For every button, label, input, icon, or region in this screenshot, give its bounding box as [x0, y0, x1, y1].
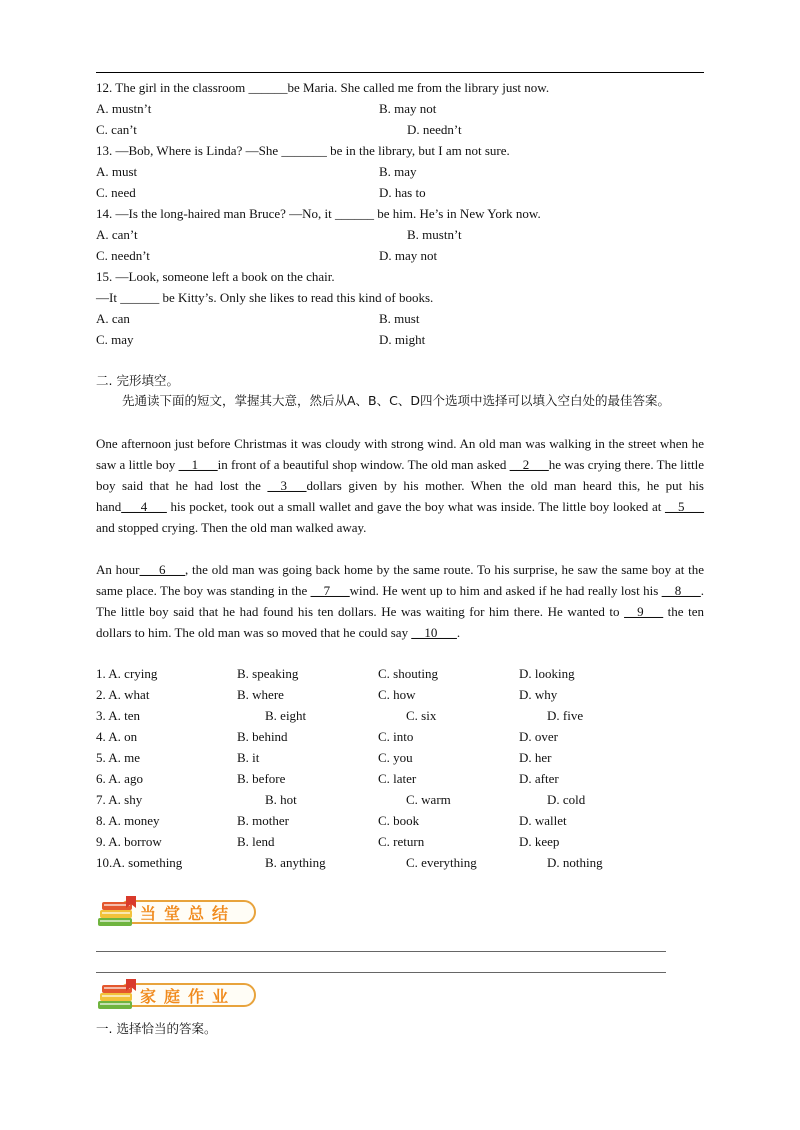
option: A. mustn’t	[96, 101, 152, 116]
cloze-option: D. nothing	[547, 855, 603, 870]
option: B. may not	[379, 101, 437, 116]
homework-banner	[96, 977, 261, 1013]
cloze-option: C. six	[406, 708, 437, 723]
answer-line	[96, 951, 666, 952]
books-icon	[96, 894, 140, 932]
summary-banner	[96, 894, 261, 930]
cloze-option: 2. A. what	[96, 687, 150, 702]
cloze-option: C. how	[378, 687, 416, 702]
section-heading: 二. 完形填空。	[96, 373, 179, 388]
blank-1: __1___	[178, 457, 218, 472]
cloze-option-row	[96, 729, 706, 745]
blank-6: ___6___	[139, 562, 185, 577]
blank-2: __2___	[509, 457, 549, 472]
top-rule	[96, 72, 704, 73]
blank-3: __3___	[267, 478, 307, 493]
options-row	[96, 122, 706, 138]
books-icon	[96, 977, 140, 1015]
blank-7: __7___	[310, 583, 350, 598]
cloze-option: C. warm	[406, 792, 451, 807]
cloze-option-row	[96, 708, 706, 724]
cloze-option-row	[96, 792, 706, 808]
question-15: 15. —Look, someone left a book on the chair.	[96, 269, 335, 284]
cloze-option: C. you	[378, 750, 413, 765]
cloze-option-row	[96, 687, 706, 703]
option: C. may	[96, 332, 134, 347]
cloze-option: C. into	[378, 729, 414, 744]
question-15-reply: —It ______ be Kitty’s. Only she likes to read this kind of books.	[96, 290, 434, 305]
options-row	[96, 227, 706, 243]
option: A. must	[96, 164, 138, 179]
cloze-option: D. looking	[519, 666, 575, 681]
option: B. mustn’t	[407, 227, 462, 242]
cloze-option: B. anything	[265, 855, 326, 870]
passage-text: he was crying there. The little boy said that he had lost the	[96, 457, 705, 493]
cloze-option: B. hot	[265, 792, 297, 807]
cloze-option: B. eight	[265, 708, 307, 723]
cloze-option: 5. A. me	[96, 750, 141, 765]
options-row	[96, 332, 706, 348]
cloze-option: 1. A. crying	[96, 666, 158, 681]
option: D. might	[379, 332, 426, 347]
cloze-option: D. wallet	[519, 813, 567, 828]
option: A. can’t	[96, 227, 138, 242]
option: C. needn’t	[96, 248, 150, 263]
cloze-option: D. five	[547, 708, 584, 723]
passage-text: . The little boy said that he had found his ten dollars. He was waiting for him there. He wanted to	[96, 583, 704, 619]
option: C. need	[96, 185, 136, 200]
cloze-option: C. later	[378, 771, 417, 786]
option: D. needn’t	[407, 122, 462, 137]
passage-text: , the old man was going back home by the same route. To his surprise, he saw the same boy at the same place. The boy was standing in the	[96, 562, 704, 598]
passage-text: his pocket, took out a small wallet and gave the boy what was inside. The little boy looked at	[166, 499, 665, 514]
cloze-option: B. it	[237, 750, 260, 765]
passage-text: An hour	[96, 562, 140, 577]
cloze-option: 8. A. money	[96, 813, 160, 828]
cloze-option-row	[96, 813, 706, 829]
cloze-instruction: 先通读下面的短文，掌握其大意，然后从A、B、C、D四个选项中选择可以填入空白处的最佳答案。	[122, 393, 670, 408]
blank-5: __5___	[665, 499, 704, 514]
cloze-option-row	[96, 750, 706, 766]
cloze-option: B. where	[237, 687, 284, 702]
cloze-option: B. lend	[237, 834, 275, 849]
cloze-option-row	[96, 771, 706, 787]
option: B. must	[379, 311, 420, 326]
cloze-option-row	[96, 855, 706, 871]
blank-9: __9___	[624, 604, 664, 619]
cloze-option: C. shouting	[378, 666, 438, 681]
option: C. can’t	[96, 122, 137, 137]
cloze-option: D. why	[519, 687, 558, 702]
cloze-option: 9. A. borrow	[96, 834, 162, 849]
cloze-option: D. over	[519, 729, 558, 744]
cloze-option: 3. A. ten	[96, 708, 141, 723]
options-row	[96, 248, 706, 264]
cloze-option: 10.A. something	[96, 855, 183, 870]
passage-text: dollars given by his mother. When the old man heard this, he put his hand	[96, 478, 704, 514]
cloze-option: C. return	[378, 834, 425, 849]
option: B. may	[379, 164, 417, 179]
homework-title: 家庭作业	[140, 987, 237, 1006]
cloze-option: D. her	[519, 750, 552, 765]
question-12: 12. The girl in the classroom ______be Maria. She called me from the library just now.	[96, 80, 550, 95]
passage-text: and stopped crying. Then the old man walked away.	[96, 520, 367, 535]
blank-4: ___4___	[121, 499, 167, 514]
passage-text: One afternoon just before Christmas it was cloudy with strong wind. An old man was walking in the street when he saw a little boy	[96, 436, 704, 472]
cloze-option: C. book	[378, 813, 420, 828]
options-row	[96, 185, 706, 201]
summary-title: 当堂总结	[140, 904, 237, 923]
option: D. has to	[379, 185, 426, 200]
cloze-option: B. before	[237, 771, 286, 786]
homework-heading: 一. 选择恰当的答案。	[96, 1021, 217, 1036]
passage-text: the ten dollars to him. The old man was so moved that he could say	[96, 604, 705, 640]
cloze-option: 6. A. ago	[96, 771, 143, 786]
cloze-paragraph-1	[96, 433, 704, 538]
cloze-option: B. behind	[237, 729, 288, 744]
cloze-option: D. keep	[519, 834, 560, 849]
options-row	[96, 311, 706, 327]
blank-8: __8___	[661, 583, 701, 598]
cloze-option: 7. A. shy	[96, 792, 143, 807]
answer-line	[96, 972, 666, 973]
question-14: 14. —Is the long-haired man Bruce? —No, it ______ be him. He’s in New York now.	[96, 206, 541, 221]
cloze-option-row	[96, 834, 706, 850]
cloze-option-row	[96, 666, 706, 682]
cloze-option: C. everything	[406, 855, 477, 870]
cloze-option: B. mother	[237, 813, 289, 828]
cloze-option: B. speaking	[237, 666, 299, 681]
option: D. may not	[379, 248, 438, 263]
passage-text: .	[456, 625, 461, 640]
cloze-option: D. after	[519, 771, 559, 786]
passage-text: in front of a beautiful shop window. The old man asked	[217, 457, 510, 472]
cloze-option: 4. A. on	[96, 729, 138, 744]
option: A. can	[96, 311, 130, 326]
options-row	[96, 164, 706, 180]
cloze-paragraph-2	[96, 559, 704, 643]
cloze-option: D. cold	[547, 792, 586, 807]
question-13: 13. —Bob, Where is Linda? —She _______ be in the library, but I am not sure.	[96, 143, 510, 158]
passage-text: wind. He went up to him and asked if he had really lost his	[349, 583, 662, 598]
options-row	[96, 101, 706, 117]
blank-10: __10___	[411, 625, 457, 640]
